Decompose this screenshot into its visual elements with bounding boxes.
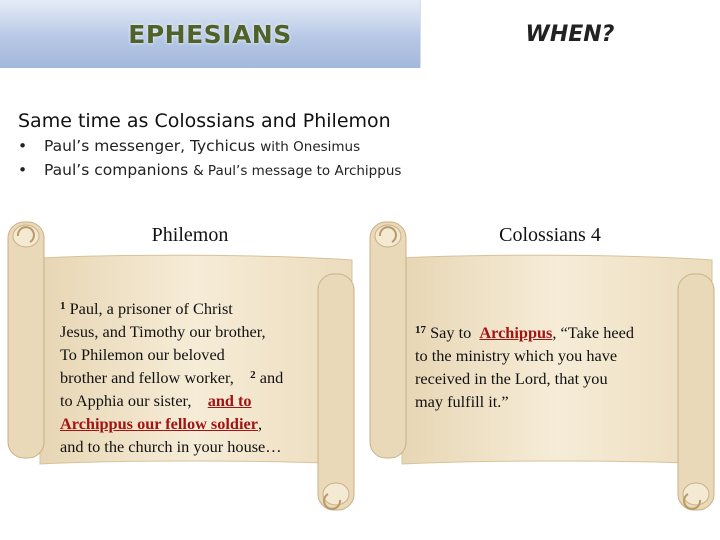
bullet-item	[18, 161, 401, 185]
passage-line	[60, 389, 340, 412]
verse-number: 1	[60, 300, 66, 312]
verse-number: 17	[415, 324, 426, 336]
passage-line	[60, 297, 340, 320]
bullet-dot: •	[18, 161, 28, 179]
verse-number: 2	[250, 369, 256, 381]
bullet-small-text: & Paul’s message to Archippus	[193, 163, 402, 179]
line-text: , “Take heed	[552, 323, 634, 342]
line-text: Say to	[430, 323, 472, 342]
passage-line	[60, 412, 340, 435]
colossians-title: Colossians 4	[499, 224, 601, 246]
highlighted-text: Archippus our fellow soldier	[60, 414, 258, 433]
when-heading: WHEN?	[525, 21, 615, 47]
bullet-main-text: Paul’s companions	[44, 161, 189, 179]
passage-line: to the ministry which you have	[415, 346, 618, 365]
philemon-passage	[60, 297, 340, 458]
passage-line: To Philemon our beloved	[60, 345, 225, 364]
passage-line: received in the Lord, that you	[415, 369, 608, 388]
line-text: brother and fellow worker,	[60, 368, 234, 387]
line-text: and	[259, 368, 284, 387]
passage-line	[415, 321, 705, 344]
highlighted-text: and to	[207, 391, 252, 410]
colossians-scroll	[362, 214, 720, 514]
line-text: to Apphia our sister,	[60, 391, 192, 410]
highlighted-text: Archippus	[479, 323, 553, 342]
bullet-dot: •	[18, 137, 28, 155]
bullet-list	[18, 137, 401, 185]
passage-line: Jesus, and Timothy our brother,	[60, 322, 266, 341]
bullet-main-text: Paul’s messenger, Tychicus	[44, 137, 256, 155]
line-text: Paul, a prisoner of Christ	[69, 299, 233, 318]
book-title: EPHESIANS	[128, 19, 292, 49]
passage-line	[60, 366, 340, 389]
philemon-scroll	[0, 214, 360, 514]
passage-line: may fulfill it.”	[415, 392, 509, 411]
bullet-small-text: with Onesimus	[260, 139, 361, 155]
when-heading-box	[420, 0, 720, 68]
line-text: ,	[257, 414, 263, 433]
bullet-item	[18, 137, 401, 161]
colossians-passage	[415, 321, 705, 413]
title-banner	[0, 0, 421, 68]
section-heading: Same time as Colossians and Philemon	[18, 110, 391, 132]
passage-line: and to the church in your house…	[60, 437, 282, 456]
philemon-title: Philemon	[151, 224, 229, 246]
